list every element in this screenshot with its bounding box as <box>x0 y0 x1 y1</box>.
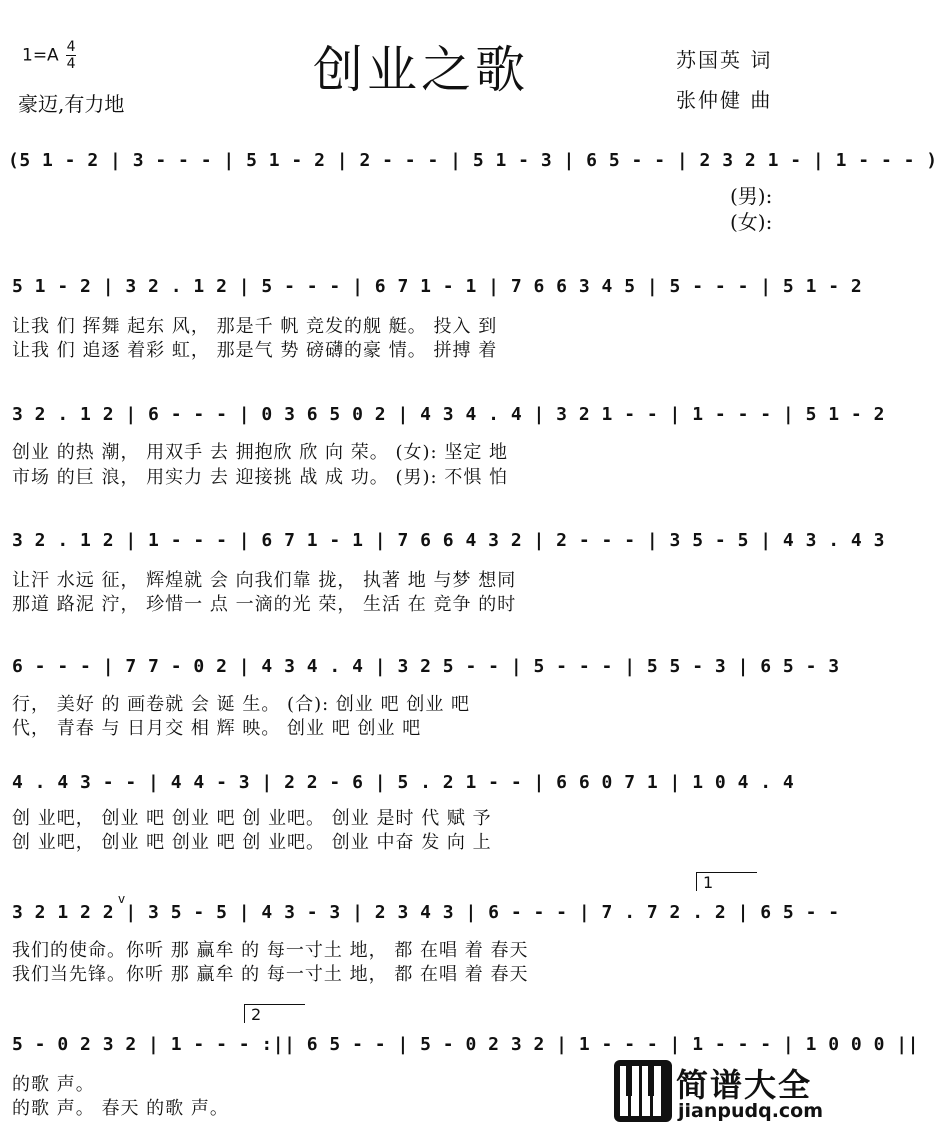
time-bottom: 4 <box>66 56 76 72</box>
system-3-lyric-1: 创业 的热 潮， 用双手 去 拥抱欣 欣 向 荣。 (女): 坚定 地 <box>12 442 509 463</box>
key-label: 1=A <box>22 45 59 66</box>
second-ending-number: 2 <box>251 1005 262 1024</box>
system-6-lyric-1: 创 业吧， 创业 吧 创业 吧 创 业吧。 创业 是时 代 赋 予 <box>12 808 492 829</box>
lyricist: 苏国英 词 <box>676 48 773 72</box>
first-ending-number: 1 <box>703 873 714 892</box>
watermark-text: 简谱大全 <box>676 1066 813 1104</box>
system-8-lyric-2: 的歌 声。 春天 的歌 声。 <box>12 1098 229 1119</box>
time-signature <box>66 40 76 71</box>
system-2-lyric-2: 让我 们 追逐 着彩 虹， 那是气 势 磅礴的豪 情。 拼搏 着 <box>12 340 498 361</box>
tempo-marking: 豪迈,有力地 <box>18 92 125 116</box>
system-2-notes: 5 1 - 2 | 3 2 . 1 2 | 5 - - - | 6 7 1 - 1 | 7 6 6 3 4 5 | 5 - - - | 5 1 - 2 <box>12 276 863 297</box>
system-7-lyric-1: 我们的使命。你听 那 赢牟 的 每一寸土 地， 都 在唱 着 春天 <box>12 940 529 961</box>
voice-label-female: (女): <box>730 210 773 234</box>
system-7-notes: 3 2 1 2 2 | 3 5 - 5 | 4 3 - 3 | 2 3 4 3 | 6 - - - | 7 . 7 2 . 2 | 6 5 - - <box>12 902 840 923</box>
first-ending-bracket <box>696 872 757 891</box>
watermark-url: jianpudq.com <box>678 1100 824 1122</box>
system-0-notes: (5 1 - 2 | 3 - - - | 5 1 - 2 | 2 - - - | 5 1 - 3 | 6 5 - - | 2 3 2 1 - | 1 - - - ) <box>8 150 938 171</box>
system-6-lyric-2: 创 业吧， 创业 吧 创业 吧 创 业吧。 创业 中奋 发 向 上 <box>12 832 492 853</box>
system-4-lyric-1: 让汗 水远 征， 辉煌就 会 向我们靠 拢， 执著 地 与梦 想同 <box>12 570 517 591</box>
song-title: 创业之歌 <box>313 41 529 99</box>
system-3-lyric-2: 市场 的巨 浪， 用实力 去 迎接挑 战 成 功。 (男): 不惧 怕 <box>12 467 509 488</box>
system-7-lyric-2: 我们当先锋。你听 那 赢牟 的 每一寸土 地， 都 在唱 着 春天 <box>12 964 529 985</box>
system-5-notes: 6 - - - | 7 7 - 0 2 | 4 3 4 . 4 | 3 2 5 - - | 5 - - - | 5 5 - 3 | 6 5 - 3 <box>12 656 840 677</box>
time-top: 4 <box>66 39 76 55</box>
system-2-lyric-1: 让我 们 挥舞 起东 风， 那是千 帆 竞发的舰 艇。 投入 到 <box>12 316 498 337</box>
system-5-lyric-1: 行， 美好 的 画卷就 会 诞 生。 (合): 创业 吧 创业 吧 <box>12 694 471 715</box>
piano-logo-icon <box>614 1060 672 1122</box>
system-3-notes: 3 2 . 1 2 | 6 - - - | 0 3 6 5 0 2 | 4 3 4 . 4 | 3 2 1 - - | 1 - - - | 5 1 - 2 <box>12 404 885 425</box>
voice-label-male: (男): <box>730 184 773 208</box>
system-4-lyric-2: 那道 路泥 泞， 珍惜一 点 一滴的光 荣， 生活 在 竞争 的时 <box>12 594 517 615</box>
system-6-notes: 4 . 4 3 - - | 4 4 - 3 | 2 2 - 6 | 5 . 2 1 - - | 6 6 0 7 1 | 1 0 4 . 4 <box>12 772 795 793</box>
system-5-lyric-2: 代， 青春 与 日月交 相 辉 映。 创业 吧 创业 吧 <box>12 718 422 739</box>
key-signature <box>22 40 76 71</box>
second-ending-bracket <box>244 1004 305 1023</box>
composer: 张仲健 曲 <box>676 88 773 112</box>
system-8-notes: 5 - 0 2 3 2 | 1 - - - :|| 6 5 - - | 5 - 0 2 3 2 | 1 - - - | 1 - - - | 1 0 0 0 || <box>12 1034 919 1055</box>
system-4-notes: 3 2 . 1 2 | 1 - - - | 6 7 1 - 1 | 7 6 6 4 3 2 | 2 - - - | 3 5 - 5 | 4 3 . 4 3 <box>12 530 885 551</box>
system-8-lyric-1: 的歌 声。 <box>12 1074 95 1095</box>
breath-mark: v <box>118 892 126 906</box>
